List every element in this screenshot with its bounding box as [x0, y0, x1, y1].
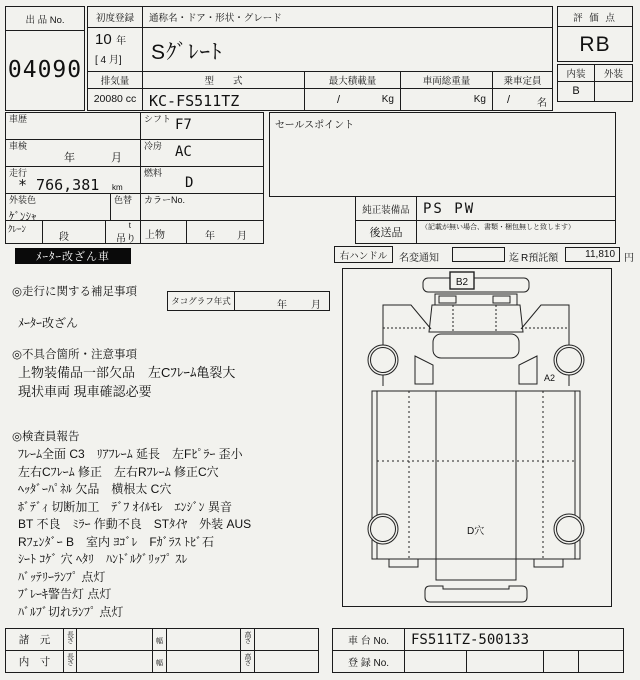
- later-note: （記載が無い場合、書類・梱包無しと致します）: [421, 224, 575, 231]
- chassis-value: FS511TZ-500133: [411, 632, 530, 648]
- repaint-cell: [110, 193, 141, 221]
- aircon-label: 冷房: [144, 141, 163, 151]
- reg-no-label-cell: [332, 650, 405, 673]
- damage-label-d-hole: D穴: [467, 526, 485, 537]
- mileage-note: ﾒｰﾀｰ改ざん: [18, 316, 79, 330]
- inspection-month-unit: 月: [111, 152, 122, 164]
- equipment-label: 純正装備品: [362, 204, 410, 216]
- gross-weight-unit: Kg: [473, 94, 486, 105]
- inspection-label: 車検: [9, 141, 28, 151]
- first-reg-year-unit: 年: [116, 36, 127, 47]
- history-cell: [5, 112, 141, 140]
- reg-no-label: 登 録 No.: [347, 658, 390, 669]
- front-wheels: [368, 345, 584, 375]
- displacement-label: 排気量: [88, 72, 142, 89]
- defect-title: ◎不具合箇所・注意事項: [12, 349, 138, 361]
- inspector-title: ◎検査員報告: [12, 431, 80, 443]
- score-label: 評 価 点: [558, 7, 632, 27]
- sales-point-box: [269, 112, 616, 197]
- inner-length-label: 長さ: [66, 653, 74, 665]
- inspector-report: [18, 446, 251, 621]
- crane-cell: [5, 220, 43, 244]
- spec-length-value-cell: [76, 628, 153, 651]
- sales-point-label: セールスポイント: [275, 120, 355, 131]
- inner-length-value-cell: [76, 650, 153, 673]
- chassis-label: 車 台 No.: [347, 636, 390, 647]
- displacement-value: 20080 cc: [93, 93, 137, 105]
- shift-value: F7: [175, 117, 192, 133]
- truck-top-view-diagram: [343, 269, 611, 606]
- front-bumper-shape: [423, 278, 529, 292]
- body-date-cell: [186, 220, 264, 244]
- rear-panel-shape: [436, 559, 516, 580]
- inspector-line: Rﾌｪﾝﾀﾞｰ B 室内 ﾖｺﾞﾚ Fｶﾞﾗｽ ﾄﾋﾞ石: [18, 534, 215, 549]
- spec-row-label: 諸 元: [18, 634, 51, 646]
- max-load-unit: Kg: [381, 94, 394, 105]
- crane-lift-cell: [105, 220, 141, 244]
- equipment-value: PS PW: [423, 201, 476, 217]
- inspector-line: ﾌﾚｰﾑ全面 C3 ﾘｱﾌﾚｰﾑ 延長 左Fﾋﾟﾗｰ 歪小: [18, 447, 243, 461]
- tachograph-label: タコグラフ年式: [171, 296, 231, 306]
- interior-exterior-box: [557, 64, 633, 102]
- reg-no-value-cell: [404, 650, 467, 673]
- mileage-label: 走行: [9, 168, 28, 178]
- first-reg-year: 10: [95, 31, 112, 48]
- chassis-label-cell: [332, 628, 405, 651]
- shift-cell: [140, 112, 264, 140]
- tachograph-month-unit: 月: [311, 300, 321, 311]
- inspection-year-unit: 年: [64, 152, 75, 164]
- capacity-unit: 名: [537, 98, 547, 109]
- reg-no-value-cell: [466, 650, 544, 673]
- capacity-label: 乗車定員: [493, 72, 552, 89]
- interior-label: 内装: [558, 65, 595, 81]
- shift-label: シフト: [144, 114, 172, 124]
- rhd-label: 右ハンドル: [339, 250, 388, 262]
- max-load-value: /: [337, 94, 341, 106]
- crane-stage-label: 段: [59, 232, 69, 243]
- first-reg-month: [ 4 月]: [95, 55, 122, 66]
- inspector-line: BT 不良 ﾐﾗｰ 作動不良 STﾀｲﾔ 外装 AUS: [18, 517, 252, 531]
- cab-shape: [429, 305, 523, 332]
- capacity-value: /: [507, 94, 511, 106]
- color-no-cell: [140, 193, 264, 221]
- body-year-unit: 年: [205, 231, 215, 242]
- inner-height-label-cell: [240, 650, 255, 673]
- max-load-label: 最大積載量: [305, 72, 400, 89]
- mileage-cell: [5, 166, 141, 194]
- repaint-label: 色替: [114, 195, 133, 205]
- made-label: 迄: [509, 253, 519, 264]
- body-label: 上物: [145, 230, 165, 241]
- inspector-line: ﾍｯﾀﾞｰﾊﾟﾈﾙ 欠品 横根太 C穴: [18, 482, 172, 496]
- inner-width-value-cell: [166, 650, 241, 673]
- inner-height-value-cell: [254, 650, 319, 673]
- crane-label: ｸﾚｰﾝ: [8, 224, 27, 234]
- damage-label-a2: A2: [544, 373, 556, 383]
- name-value: Sｸﾞﾚｰﾄ: [151, 41, 223, 64]
- reg-no-value-cell: [578, 650, 624, 673]
- spec-length-label: 長さ: [66, 631, 74, 643]
- capacity-box: [492, 71, 553, 111]
- inner-length-label-cell: [63, 650, 77, 673]
- exterior-label: 外装: [603, 69, 623, 80]
- inspector-line: ﾎﾞﾃﾞｨ 切断加工 ﾃﾞﾌ ｵｲﾙﾓﾚ ｴﾝｼﾞﾝ 異音: [18, 499, 233, 514]
- spec-row-label-cell: [5, 628, 64, 651]
- tachograph-value-cell: [234, 291, 330, 311]
- mileage-note-title: ◎走行に関する補足事項: [12, 286, 138, 298]
- equipment-label-cell: [355, 196, 417, 221]
- inner-width-label-cell: [152, 650, 167, 673]
- gross-weight-label: 車両総重量: [401, 72, 492, 89]
- inner-height-label: 高さ: [244, 653, 251, 665]
- mileage-unit: km: [112, 183, 123, 192]
- name-change-label: 名変通知: [399, 253, 439, 264]
- gross-weight-box: [400, 71, 493, 111]
- inspector-line: ｼｰﾄ ｺｹﾞ 穴 ﾍﾀﾘ ﾊﾝﾄﾞﾙｸﾞﾘｯﾌﾟ ｽﾚ: [18, 552, 188, 566]
- name-change-value-box: [452, 247, 505, 262]
- reg-no-value-cell: [543, 650, 579, 673]
- inspector-line: ﾊﾞﾙﾌﾞ切れﾗﾝﾌﾟ 点灯: [18, 604, 124, 619]
- model-box: [142, 71, 305, 111]
- spec-height-label: 高さ: [244, 631, 251, 643]
- history-label: 車歴: [9, 114, 28, 124]
- exterior-color-cell: [5, 193, 111, 221]
- inner-width-label: 幅: [156, 660, 163, 667]
- score-box: [557, 6, 633, 62]
- exterior-value: [595, 82, 632, 102]
- rhd-box: [334, 246, 393, 263]
- later-label: 後送品: [369, 227, 403, 239]
- body-cell: [140, 220, 187, 244]
- spec-width-label: 幅: [156, 638, 163, 645]
- spec-length-label-cell: [63, 628, 77, 651]
- model-label: 型 式: [143, 72, 304, 89]
- equipment-value-cell: [416, 196, 616, 221]
- chassis-value-cell: [404, 628, 624, 651]
- rear-bumper-shape: [425, 586, 527, 602]
- inspector-line: ﾌﾞﾚｰｷ警告灯 点灯: [18, 587, 112, 601]
- meter-tampered-badge: ﾒｰﾀｰ改ざん車: [15, 248, 131, 264]
- model-value: KC-FS511TZ: [149, 92, 240, 110]
- score-value: RB: [579, 33, 611, 56]
- inspector-line: 左右Cﾌﾚｰﾑ 修正 左右Rﾌﾚｰﾑ 修正C穴: [18, 464, 219, 479]
- deposit-value: 11,810: [585, 249, 615, 260]
- tachograph-year-unit: 年: [277, 300, 287, 311]
- exterior-color-value: ｹﾞﾝｼｬ: [9, 211, 37, 223]
- lot-no-box: [5, 6, 85, 111]
- first-reg-label: 初度登録: [88, 7, 142, 28]
- fuel-cell: [140, 166, 264, 194]
- max-load-box: [304, 71, 401, 111]
- body-month-unit: 月: [237, 231, 247, 242]
- windshield-shape: [433, 334, 519, 358]
- inspection-cell: [5, 139, 141, 167]
- first-reg-box: [87, 6, 143, 72]
- damage-label-b2: B2: [455, 277, 469, 288]
- exterior-color-label: 外装色: [9, 195, 37, 205]
- inner-row-label: 内 寸: [18, 656, 51, 668]
- lot-no-value: 04090: [7, 57, 83, 83]
- inner-row-label-cell: [5, 650, 64, 673]
- mileage-value: * 766,381: [18, 176, 100, 194]
- later-value-cell: [416, 220, 616, 244]
- crane-stage-cell: [42, 220, 106, 244]
- name-label: 通称名・ドア・形状・グレード: [143, 7, 552, 28]
- interior-value: B: [558, 82, 595, 102]
- inspector-line: ﾊﾞｯﾃﾘｰﾗﾝﾌﾟ 点灯: [18, 569, 106, 584]
- spec-width-label-cell: [152, 628, 167, 651]
- deposit-label: R預託額: [521, 253, 559, 264]
- deposit-value-box: [565, 247, 620, 262]
- fuel-value: D: [185, 175, 194, 191]
- yen-label: 円: [624, 253, 634, 264]
- displacement-box: [87, 71, 143, 111]
- name-box: [142, 6, 553, 72]
- aircon-value: AC: [175, 144, 192, 160]
- defect-line: 上物装備品一部欠品 左Cﾌﾚｰﾑ亀裂大: [18, 365, 236, 380]
- later-label-cell: [355, 220, 417, 244]
- spec-width-value-cell: [166, 628, 241, 651]
- aircon-cell: [140, 139, 264, 167]
- crane-lift-label: 吊り: [116, 234, 136, 245]
- damage-diagram-box: [342, 268, 612, 607]
- lot-no-label: 出 品 No.: [6, 7, 84, 31]
- spec-height-value-cell: [254, 628, 319, 651]
- tachograph-label-cell: [167, 291, 235, 311]
- fuel-label: 燃料: [144, 168, 163, 178]
- crane-lift-t: t: [128, 221, 131, 230]
- defect-line: 現状車両 現車確認必要: [18, 384, 152, 399]
- spec-height-label-cell: [240, 628, 255, 651]
- color-no-label: カラーNo.: [144, 195, 186, 205]
